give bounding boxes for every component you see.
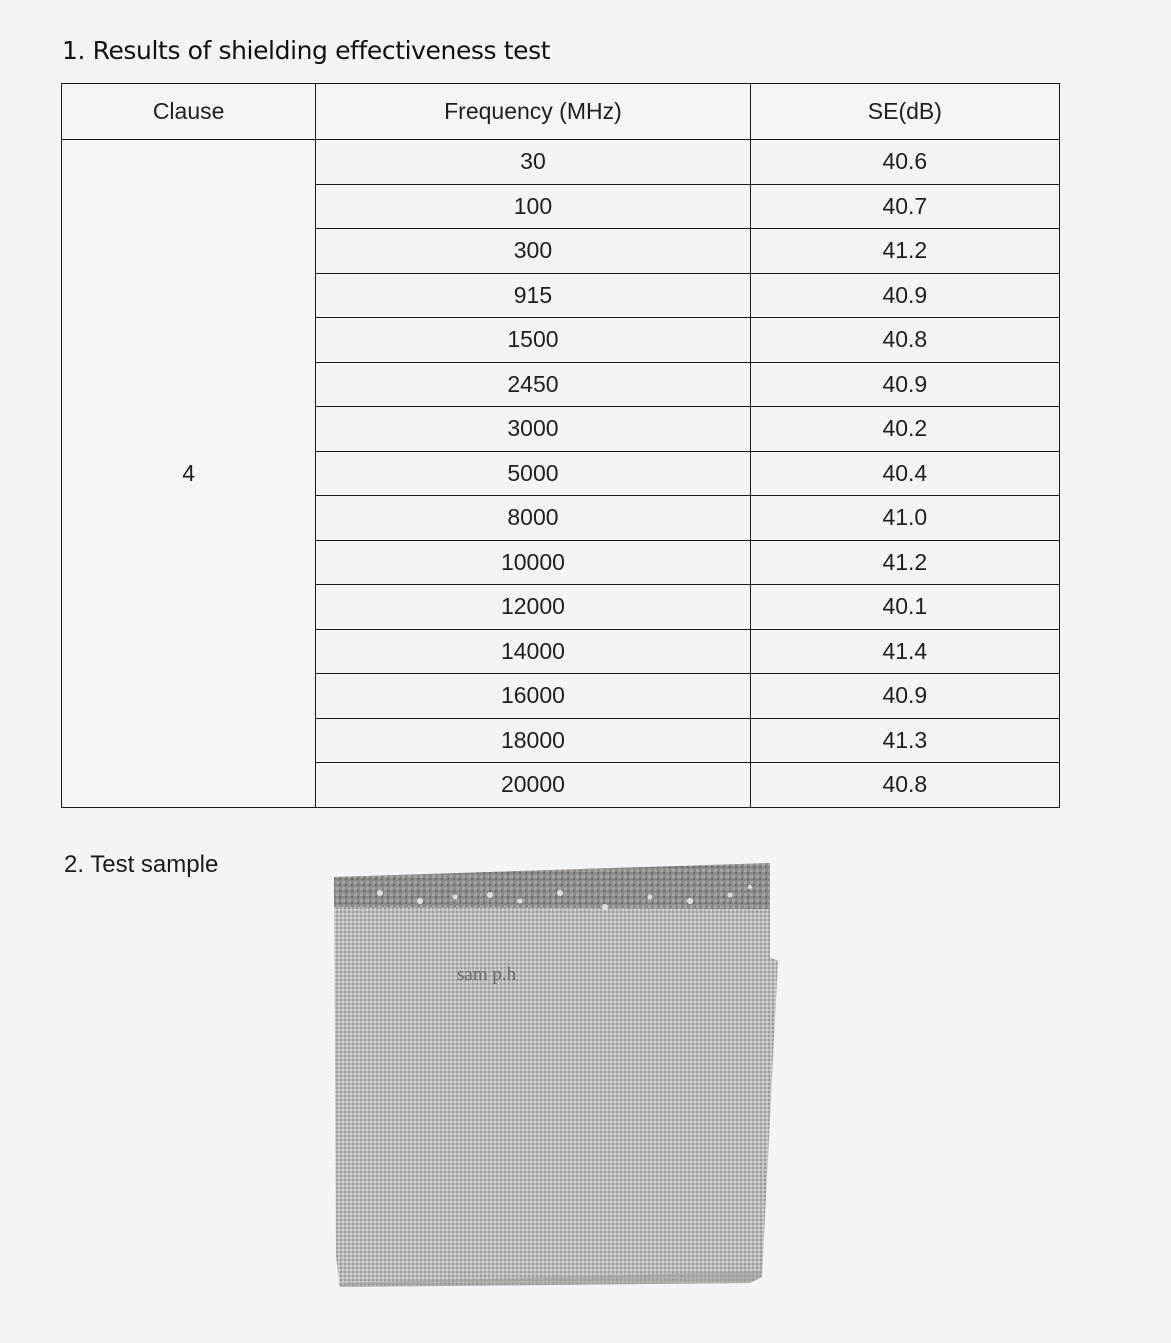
se-cell: 40.6 (750, 140, 1059, 185)
se-cell: 41.4 (750, 629, 1059, 674)
frequency-cell: 20000 (316, 763, 750, 808)
table-row (62, 140, 1060, 185)
header-clause: Clause (62, 84, 316, 140)
se-cell: 40.9 (750, 273, 1059, 318)
frequency-cell: 5000 (316, 451, 750, 496)
se-cell: 40.4 (750, 451, 1059, 496)
se-cell: 40.2 (750, 407, 1059, 452)
test-sample-photo (330, 857, 785, 1297)
se-cell: 41.0 (750, 496, 1059, 541)
frequency-cell: 16000 (316, 674, 750, 719)
se-cell: 41.3 (750, 718, 1059, 763)
se-cell: 40.9 (750, 674, 1059, 719)
se-cell: 40.8 (750, 318, 1059, 363)
frequency-cell: 30 (316, 140, 750, 185)
results-table-header (62, 84, 1060, 140)
se-cell: 41.2 (750, 229, 1059, 274)
se-cell: 40.1 (750, 585, 1059, 630)
frequency-cell: 915 (316, 273, 750, 318)
results-table (61, 83, 1060, 808)
clause-cell: 4 (62, 140, 316, 808)
header-row (62, 84, 1060, 140)
frequency-cell: 100 (316, 184, 750, 229)
header-se: SE(dB) (750, 84, 1059, 140)
se-cell: 40.7 (750, 184, 1059, 229)
frequency-cell: 12000 (316, 585, 750, 630)
frequency-cell: 2450 (316, 362, 750, 407)
frequency-cell: 10000 (316, 540, 750, 585)
results-section-title: 1. Results of shielding effectiveness test (62, 36, 551, 65)
sample-label: sam p.h (457, 964, 517, 985)
results-table-body (62, 140, 1060, 808)
se-cell: 40.9 (750, 362, 1059, 407)
frequency-cell: 3000 (316, 407, 750, 452)
frequency-cell: 18000 (316, 718, 750, 763)
frequency-cell: 8000 (316, 496, 750, 541)
frequency-cell: 14000 (316, 629, 750, 674)
frequency-cell: 1500 (316, 318, 750, 363)
mesh-fabric (334, 863, 778, 1287)
frequency-cell: 300 (316, 229, 750, 274)
se-cell: 41.2 (750, 540, 1059, 585)
header-frequency: Frequency (MHz) (316, 84, 750, 140)
se-cell: 40.8 (750, 763, 1059, 808)
test-sample-title: 2. Test sample (64, 851, 219, 878)
